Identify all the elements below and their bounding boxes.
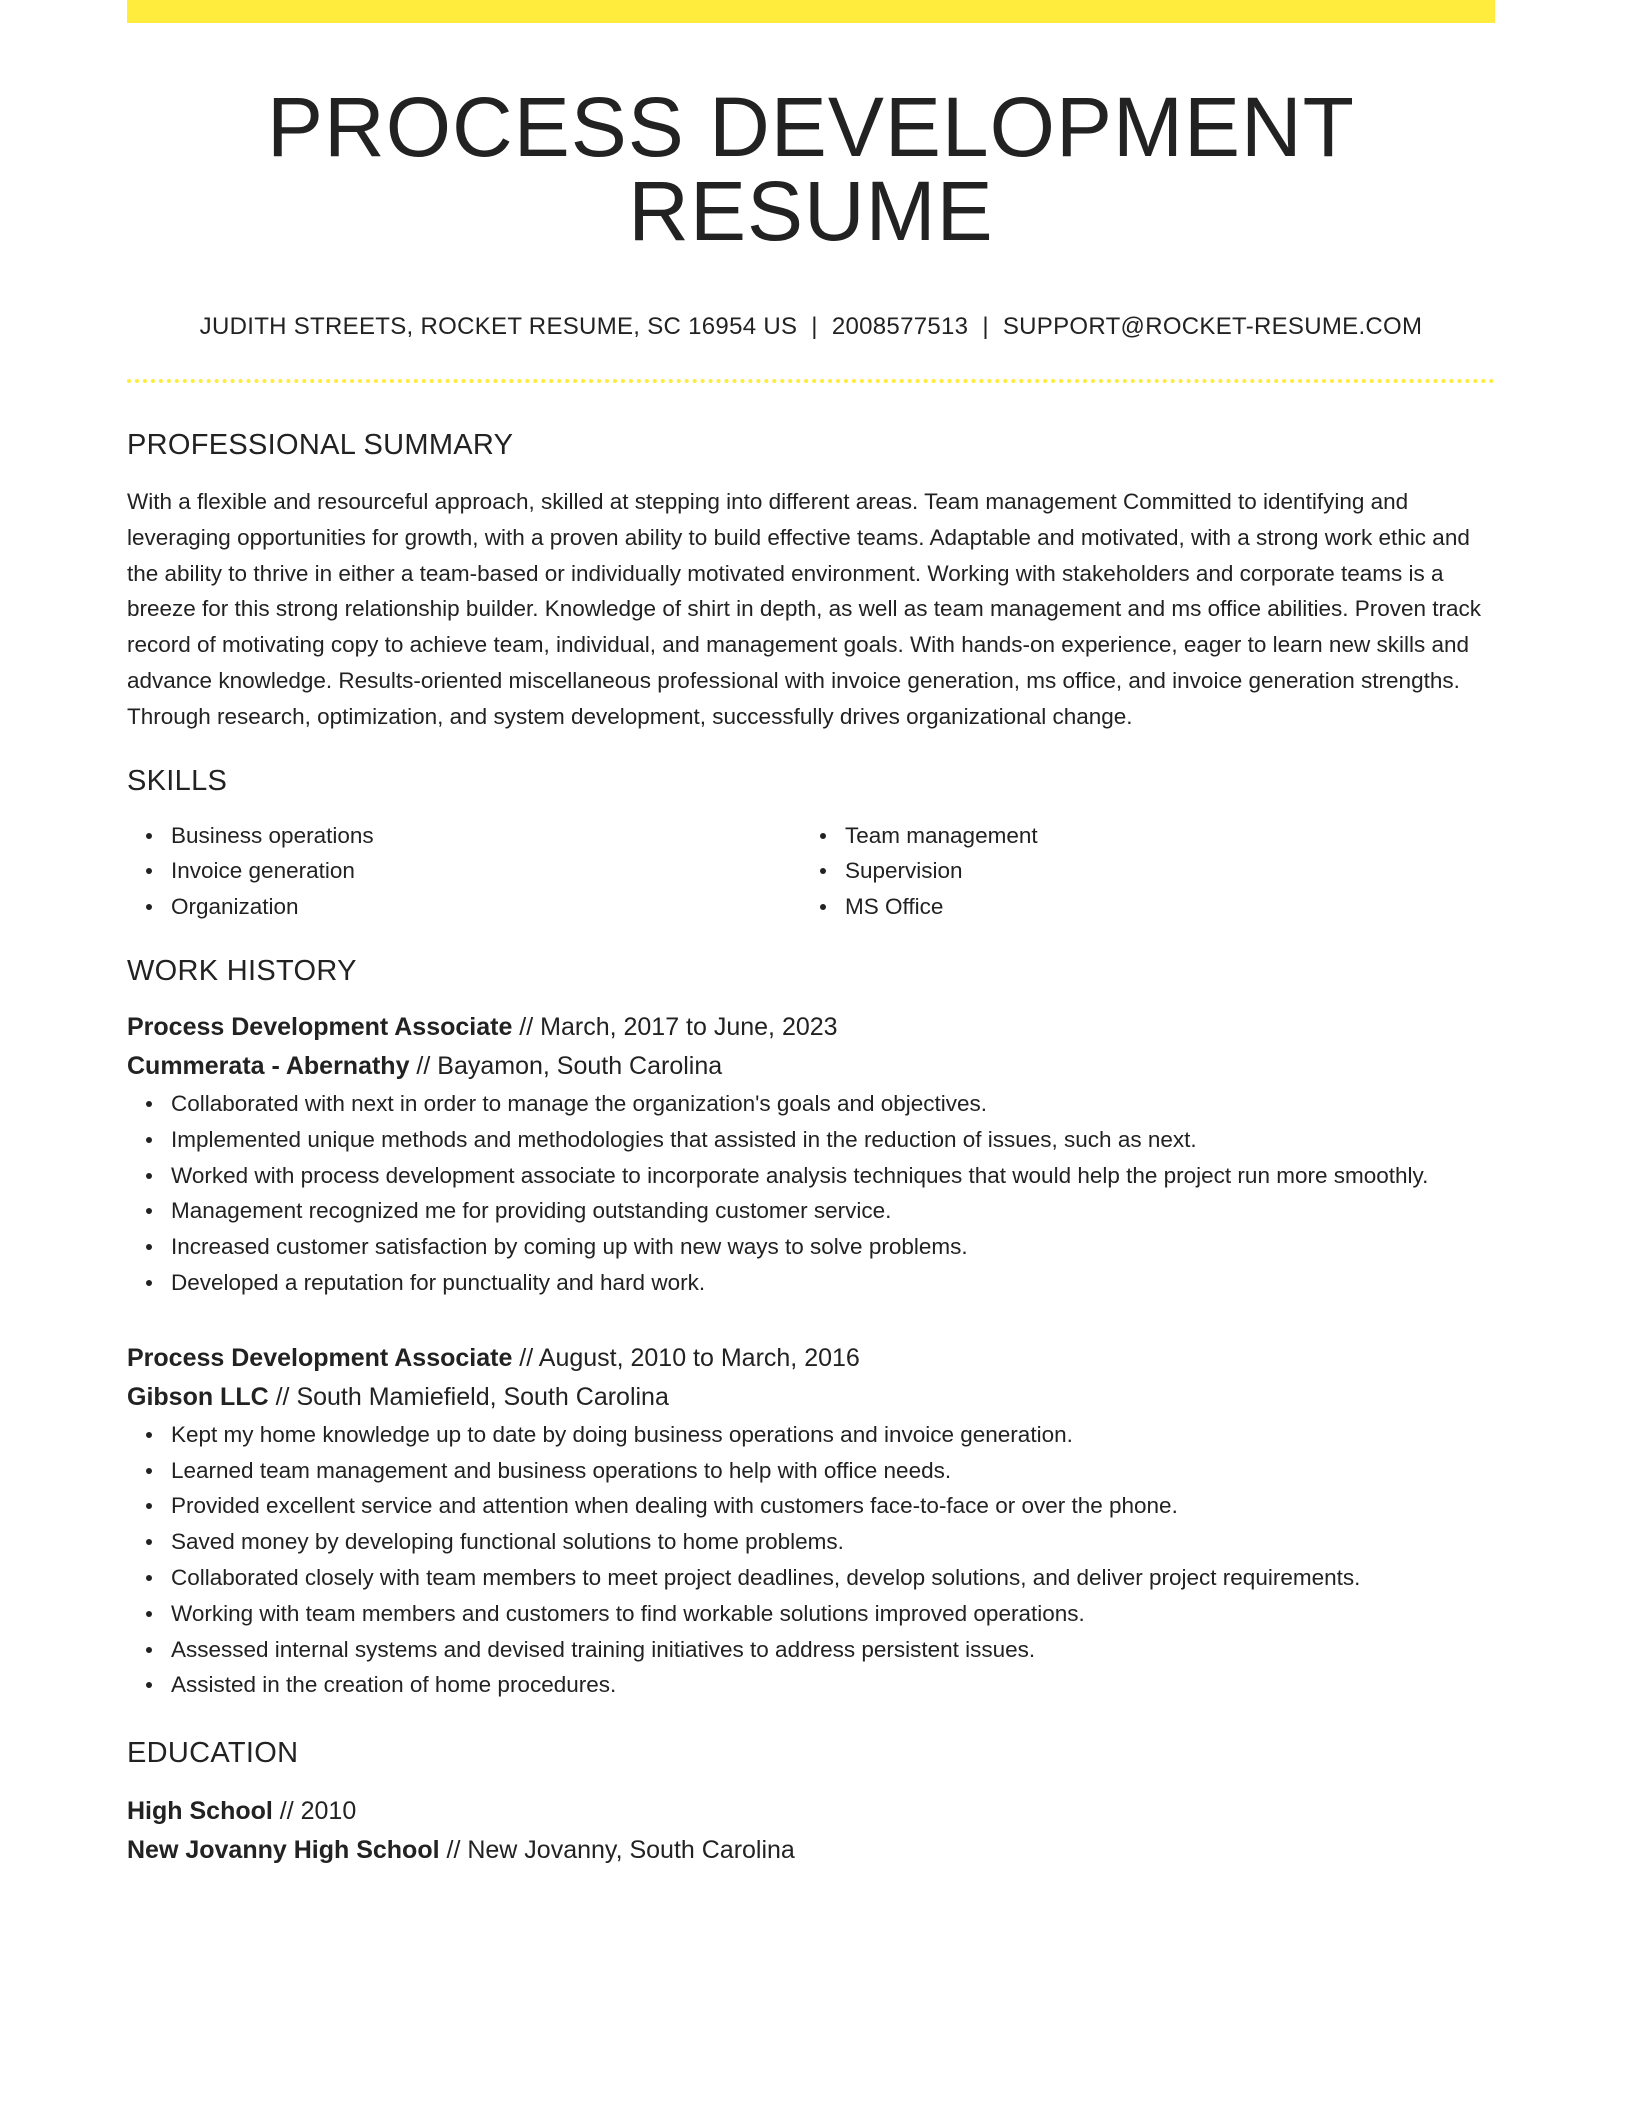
job-title-line bbox=[127, 1008, 1495, 1047]
job-company: Gibson LLC bbox=[127, 1382, 269, 1411]
education-degree: High School bbox=[127, 1797, 273, 1826]
contact-separator: | bbox=[982, 313, 989, 340]
job-bullets bbox=[127, 1417, 1495, 1703]
contact-email: SUPPORT@ROCKET-RESUME.COM bbox=[1002, 313, 1423, 340]
education-school: New Jovanny High School bbox=[127, 1836, 440, 1865]
contact-separator: | bbox=[811, 313, 818, 340]
job-dates: // August, 2010 to March, 2016 bbox=[512, 1343, 860, 1372]
dotted-divider bbox=[127, 379, 1495, 383]
education-year: // 2010 bbox=[272, 1797, 357, 1826]
summary-heading: PROFESSIONAL SUMMARY bbox=[127, 429, 514, 461]
skill-item: Organization bbox=[171, 889, 801, 925]
job-bullet: Collaborated closely with team members to meet project deadlines, develop solutions, and deliver project requirements. bbox=[171, 1560, 1495, 1596]
summary-text: With a flexible and resourceful approach, skilled at stepping into different areas. Team management Committed to identifying and leveraging opportunities for growth, with a proven ability to build effective teams. Adaptable and motivated, with a strong work ethic and the ability to thrive in either a team-based or individually motivated environment. Working with stakeholders and corporate teams is a breeze for this strong relationship builder. Knowledge of shirt in depth, as well as team management and ms office abilities. Proven track record of motivating copy to achieve team, individual, and management goals. With hands-on experience, eager to learn new skills and advance knowledge. Results-oriented miscellaneous professional with invoice generation, ms office, and invoice generation strengths. Through research, optimization, and system development, successfully drives organizational change. bbox=[127, 489, 1482, 729]
skill-item: Team management bbox=[845, 818, 1475, 854]
job-dates: // March, 2017 to June, 2023 bbox=[512, 1012, 838, 1041]
job-bullet: Working with team members and customers to find workable solutions improved operations. bbox=[171, 1596, 1495, 1632]
job-company-line bbox=[127, 1047, 1495, 1086]
education-location: // New Jovanny, South Carolina bbox=[439, 1836, 795, 1865]
job-title: Process Development Associate bbox=[127, 1343, 513, 1372]
skill-item: MS Office bbox=[845, 889, 1475, 925]
job-bullet: Provided excellent service and attention when dealing with customers face-to-face or over the phone. bbox=[171, 1488, 1495, 1524]
job-bullets bbox=[127, 1086, 1495, 1301]
job-bullet: Assisted in the creation of home procedures. bbox=[171, 1667, 1495, 1703]
skills-grid bbox=[127, 818, 1495, 925]
contact-phone: 2008577513 bbox=[831, 313, 969, 340]
education-school-line bbox=[127, 1831, 1495, 1870]
job-bullet: Increased customer satisfaction by coming up with new ways to solve problems. bbox=[171, 1229, 1495, 1265]
job-bullet: Implemented unique methods and methodologies that assisted in the reduction of issues, such as next. bbox=[171, 1122, 1495, 1158]
skills-list-left bbox=[127, 818, 801, 925]
job-location: // Bayamon, South Carolina bbox=[409, 1051, 723, 1080]
skills-list-right bbox=[801, 818, 1475, 925]
accent-top-bar bbox=[127, 0, 1495, 23]
job-company: Cummerata - Abernathy bbox=[127, 1051, 410, 1080]
job-bullet: Management recognized me for providing outstanding customer service. bbox=[171, 1193, 1495, 1229]
job-bullet: Collaborated with next in order to manage the organization's goals and objectives. bbox=[171, 1086, 1495, 1122]
skill-item: Business operations bbox=[171, 818, 801, 854]
contact-address: JUDITH STREETS, ROCKET RESUME, SC 16954 US bbox=[199, 313, 798, 340]
job-title-line bbox=[127, 1339, 1495, 1378]
contact-line bbox=[127, 313, 1495, 341]
resume-title: PROCESS DEVELOPMENT RESUME bbox=[267, 80, 1355, 258]
skill-item: Supervision bbox=[845, 853, 1475, 889]
job-bullet: Learned team management and business operations to help with office needs. bbox=[171, 1453, 1495, 1489]
skills-heading: SKILLS bbox=[127, 764, 228, 797]
education-heading: EDUCATION bbox=[127, 1737, 299, 1770]
work-history-heading: WORK HISTORY bbox=[127, 954, 357, 987]
job-bullet: Assessed internal systems and devised training initiatives to address persistent issues. bbox=[171, 1632, 1495, 1668]
job-bullet: Developed a reputation for punctuality and hard work. bbox=[171, 1265, 1495, 1301]
education-degree-line bbox=[127, 1792, 1495, 1831]
job-entry bbox=[127, 1339, 1495, 1703]
job-bullet: Worked with process development associate to incorporate analysis techniques that would help the project run more smoothly. bbox=[171, 1158, 1495, 1194]
job-bullet: Saved money by developing functional solutions to home problems. bbox=[171, 1524, 1495, 1560]
job-company-line bbox=[127, 1378, 1495, 1417]
job-location: // South Mamiefield, South Carolina bbox=[268, 1382, 669, 1411]
job-bullet: Kept my home knowledge up to date by doing business operations and invoice generation. bbox=[171, 1417, 1495, 1453]
education-entry bbox=[127, 1792, 1495, 1870]
job-entry bbox=[127, 1008, 1495, 1301]
job-title: Process Development Associate bbox=[127, 1012, 513, 1041]
skill-item: Invoice generation bbox=[171, 853, 801, 889]
resume-page bbox=[127, 0, 1495, 1870]
